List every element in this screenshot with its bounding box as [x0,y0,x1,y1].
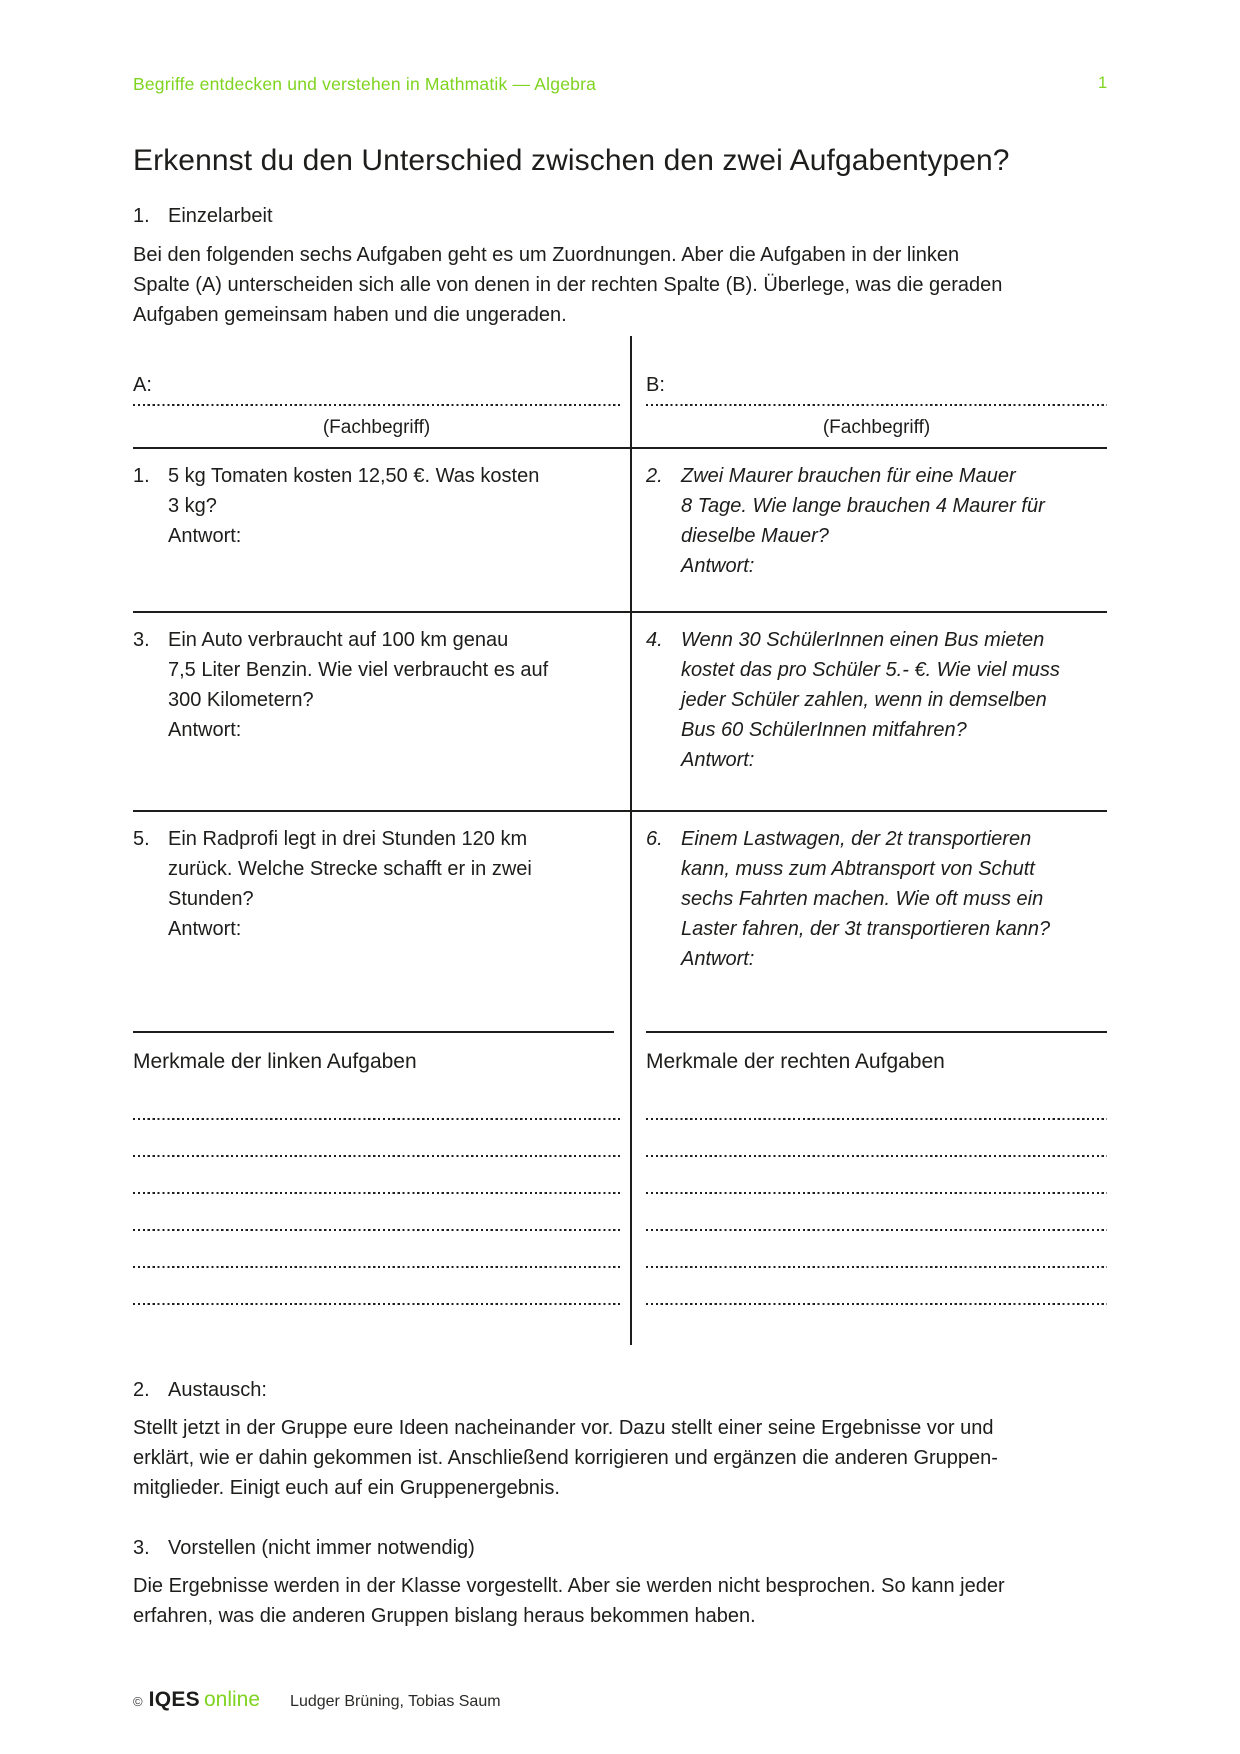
text-line: sechs Fahrten machen. Wie oft muss ein [681,888,1044,910]
task-number: 4. [646,629,663,651]
section-number: 2. [133,1379,150,1401]
text-line: zurück. Welche Strecke schafft er in zwei [168,858,532,880]
text-line: 7,5 Liter Benzin. Wie viel verbraucht es auf [168,659,549,681]
dotted-writing-line [646,1303,1107,1305]
vorstellen-paragraph [133,1571,1005,1631]
task-text [168,824,532,944]
merkmale-rule-left [133,1031,614,1033]
text-line: Stunden? [168,888,254,910]
text-line: Bei den folgenden sechs Aufgaben geht es um Zuordnungen. Aber die Aufgaben in der linken [133,244,960,266]
answer-writing-lines-left [133,1118,620,1340]
austausch-paragraph [133,1413,998,1503]
text-line: kostet das pro Schüler 5.- €. Wie viel muss [681,659,1060,681]
text-line: Aufgaben gemeinsam haben und die ungeraden. [133,304,567,326]
table-rule-middle-1 [133,611,1107,613]
dotted-writing-line [133,1229,620,1231]
column-b-sublabel: (Fachbegriff) [822,417,931,438]
dotted-writing-line [646,1155,1107,1157]
column-b-label: B: [646,374,665,396]
text-line: erfahren, was die anderen Gruppen bislang heraus bekommen haben. [133,1605,756,1627]
task-text [681,625,1060,775]
column-a-dotted-rule [133,404,620,406]
task-number: 5. [133,828,150,850]
dotted-writing-line [133,1118,620,1120]
page-footer [133,1688,501,1712]
answer-writing-lines-right [646,1118,1107,1340]
task-item-6 [646,824,1107,974]
task-item-4 [646,625,1107,775]
text-line: mitglieder. Einigt euch auf ein Gruppenergebnis. [133,1477,560,1499]
text-line: Spalte (A) unterscheiden sich alle von denen in der rechten Spalte (B). Überlege, was die geraden [133,274,1003,296]
text-line: Stellt jetzt in der Gruppe eure Ideen nacheinander vor. Dazu stellt einer seine Ergebnisse vor und [133,1417,994,1439]
text-line: kann, muss zum Abtransport von Schutt [681,858,1035,880]
page-number: 1 [1098,74,1108,92]
text-line: Bus 60 SchülerInnen mitfahren? [681,719,967,741]
dotted-writing-line [646,1229,1107,1231]
text-line: Einem Lastwagen, der 2t transportieren [681,828,1032,850]
column-b-dotted-rule [646,404,1107,406]
dotted-writing-line [133,1155,620,1157]
intro-paragraph [133,240,1002,330]
table-column-divider [630,336,632,1345]
text-line: Ein Auto verbraucht auf 100 km genau [168,629,509,651]
text-line: Antwort: [168,719,242,741]
text-line: Antwort: [681,948,755,970]
section-number: 1. [133,205,150,227]
section-label: Austausch: [168,1379,267,1401]
section-heading-austausch [133,1379,267,1402]
dotted-writing-line [646,1118,1107,1120]
section-label: Einzelarbeit [168,205,273,227]
task-item-1 [133,461,620,551]
merkmale-heading-right: Merkmale der rechten Aufgaben [646,1050,945,1073]
text-line: Die Ergebnisse werden in der Klasse vorgestellt. Aber sie werden nicht besprochen. So kann jeder [133,1575,1005,1597]
text-line: Antwort: [168,525,242,547]
text-line: Wenn 30 SchülerInnen einen Bus mieten [681,629,1045,651]
task-text [681,824,1050,974]
task-number: 1. [133,465,150,487]
merkmale-rule-right [646,1031,1107,1033]
task-text [681,461,1045,581]
text-line: Laster fahren, der 3t transportieren kann? [681,918,1051,940]
task-text [168,625,548,745]
task-text [168,461,539,551]
text-line: 3 kg? [168,495,217,517]
footer-authors: Ludger Brüning, Tobias Saum [290,1693,501,1710]
text-line: jeder Schüler zahlen, wenn in demselben [681,689,1047,711]
dotted-writing-line [646,1192,1107,1194]
text-line: Zwei Maurer brauchen für eine Mauer [681,465,1016,487]
merkmale-heading-left: Merkmale der linken Aufgaben [133,1050,417,1073]
text-line: dieselbe Mauer? [681,525,829,547]
task-number: 2. [646,465,663,487]
task-item-5 [133,824,620,944]
text-line: 5 kg Tomaten kosten 12,50 €. Was kosten [168,465,540,487]
text-line: Antwort: [681,555,755,577]
text-line: Ein Radprofi legt in drei Stunden 120 km [168,828,528,850]
page-title: Erkennst du den Unterschied zwischen den zwei Aufgabentypen? [133,144,1010,177]
task-number: 6. [646,828,663,850]
dotted-writing-line [133,1266,620,1268]
column-a-sublabel: (Fachbegriff) [322,417,431,438]
table-rule-top [133,447,1107,449]
section-number: 3. [133,1537,150,1559]
running-header: Begriffe entdecken und verstehen in Mathmatik — Algebra [133,74,597,94]
task-item-2 [646,461,1107,581]
dotted-writing-line [646,1266,1107,1268]
task-number: 3. [133,629,150,651]
brand-logo-online: online [203,1688,261,1711]
text-line: Antwort: [681,749,755,771]
brand-logo-iqes: IQES [148,1688,200,1711]
text-line: 8 Tage. Wie lange brauchen 4 Maurer für [681,495,1045,517]
dotted-writing-line [133,1303,620,1305]
task-item-3 [133,625,620,745]
text-line: 300 Kilometern? [168,689,314,711]
section-heading-einzelarbeit [133,205,273,228]
copyright-icon: © [133,1694,143,1709]
table-rule-middle-2 [133,810,1107,812]
section-heading-vorstellen [133,1537,475,1560]
text-line: erklärt, wie er dahin gekommen ist. Anschließend korrigieren und ergänzen die anderen Gruppen- [133,1447,998,1469]
dotted-writing-line [133,1192,620,1194]
text-line: Antwort: [168,918,242,940]
section-label: Vorstellen (nicht immer notwendig) [168,1537,475,1559]
column-a-label: A: [133,374,152,396]
